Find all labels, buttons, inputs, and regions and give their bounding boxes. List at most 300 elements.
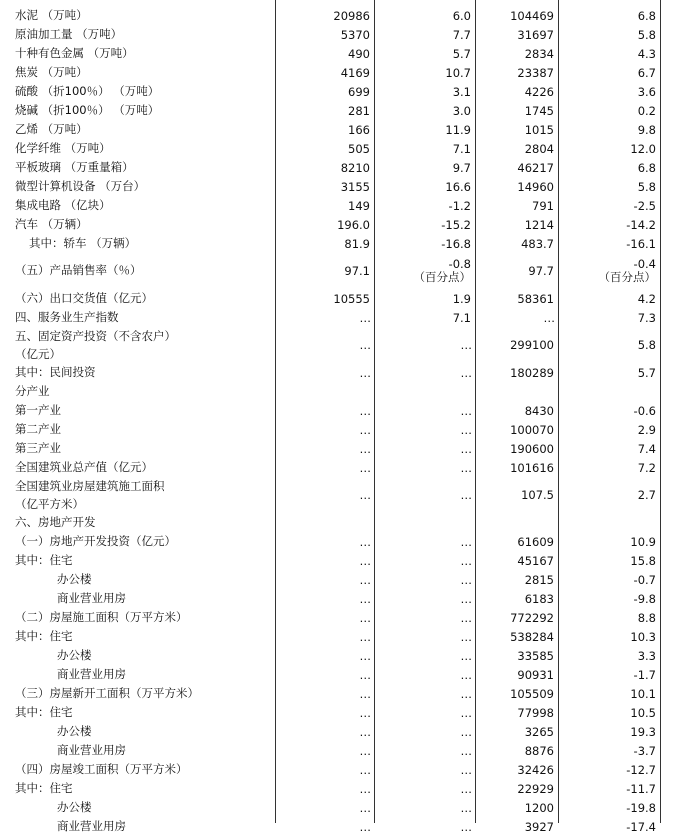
value-cumulative-cell	[476, 363, 558, 382]
value-current-cell	[276, 120, 374, 139]
table-row	[0, 101, 676, 120]
value-current-cell	[276, 684, 374, 703]
growth-cumulative-cell	[559, 627, 660, 646]
value-current-value: …	[359, 724, 370, 739]
growth-cumulative-cell	[559, 589, 660, 608]
value-current-cell	[276, 627, 374, 646]
growth-cumulative-value: -1.7	[633, 667, 656, 682]
growth-cumulative-cell	[559, 6, 660, 25]
growth-current-cell	[375, 477, 475, 513]
value-cumulative-cell	[476, 551, 558, 570]
row-label-text: （四）房屋竣工面积（万平方米）	[15, 762, 188, 776]
value-cumulative-cell	[476, 6, 558, 25]
row-label	[15, 120, 275, 139]
row-label	[15, 308, 275, 327]
growth-cumulative-cell	[559, 44, 660, 63]
value-current-cell	[276, 420, 374, 439]
table-row	[0, 741, 676, 760]
growth-current-cell	[375, 513, 475, 532]
growth-current-value: …	[460, 365, 471, 380]
value-current-value: …	[359, 648, 370, 663]
growth-current-value: 9.7	[452, 160, 471, 175]
row-label	[15, 101, 275, 120]
growth-current-value: -15.2	[441, 217, 471, 232]
value-current-value: …	[359, 310, 370, 325]
row-label	[15, 703, 275, 722]
growth-current-value: …	[460, 705, 471, 720]
growth-current-value: …	[460, 800, 471, 815]
growth-current-cell	[375, 401, 475, 420]
row-label-text: 第三产业	[15, 441, 61, 455]
row-label-text: 第一产业	[15, 403, 61, 417]
growth-current-value: -16.8	[441, 236, 471, 251]
value-current-cell	[276, 25, 374, 44]
table-row	[0, 177, 676, 196]
value-current-cell	[276, 401, 374, 420]
row-label-text: 烧碱 （折100％） （万吨）	[15, 103, 160, 117]
value-current-cell	[276, 760, 374, 779]
row-label	[15, 477, 275, 513]
growth-current-value: …	[460, 338, 471, 352]
row-label	[15, 551, 275, 570]
row-label-text: 分产业	[15, 384, 50, 398]
table-row	[0, 532, 676, 551]
value-cumulative-cell	[476, 477, 558, 513]
value-current-value: …	[359, 422, 370, 437]
growth-current-cell	[375, 703, 475, 722]
growth-cumulative-value: 0.2	[637, 103, 656, 118]
table-row	[0, 684, 676, 703]
row-label	[15, 82, 275, 101]
table-row	[0, 798, 676, 817]
value-cumulative-cell	[476, 289, 558, 308]
table-row	[0, 363, 676, 382]
growth-cumulative-cell	[559, 570, 660, 589]
row-label-text: 五、固定资产投资（不含农户）	[15, 329, 176, 343]
row-label-text: 办公楼	[57, 572, 92, 586]
growth-current-cell	[375, 570, 475, 589]
value-cumulative-value: 483.7	[521, 236, 554, 251]
growth-cumulative-cell	[559, 665, 660, 684]
growth-cumulative-value: 7.2	[637, 460, 656, 475]
value-cumulative-cell	[476, 684, 558, 703]
row-label	[15, 177, 275, 196]
table-row	[0, 63, 676, 82]
growth-cumulative-value: 6.8	[637, 160, 656, 175]
growth-current-cell	[375, 120, 475, 139]
table-row	[0, 215, 676, 234]
growth-cumulative-cell	[559, 477, 660, 513]
value-current-cell	[276, 532, 374, 551]
value-current-value: …	[359, 365, 370, 380]
growth-cumulative-value: 12.0	[630, 141, 656, 156]
row-label-text: （三）房屋新开工面积（万平方米）	[15, 686, 199, 700]
value-current-cell	[276, 44, 374, 63]
growth-current-cell	[375, 253, 475, 289]
growth-current-unit-note: （百分点）	[413, 270, 471, 284]
value-cumulative-cell	[476, 665, 558, 684]
value-cumulative-value: 45167	[517, 553, 554, 568]
row-label-text: 办公楼	[57, 800, 92, 814]
value-cumulative-cell	[476, 532, 558, 551]
value-cumulative-value: 2815	[524, 572, 554, 587]
value-cumulative-cell	[476, 760, 558, 779]
value-cumulative-cell	[476, 741, 558, 760]
growth-current-cell	[375, 289, 475, 308]
value-cumulative-value: 107.5	[521, 488, 554, 502]
row-label	[15, 63, 275, 82]
table-row	[0, 289, 676, 308]
value-current-value: 5370	[340, 27, 370, 42]
row-label	[15, 722, 275, 741]
table-row	[0, 44, 676, 63]
row-label-text: 汽车 （万辆）	[15, 217, 88, 231]
growth-cumulative-value: -16.1	[626, 236, 656, 251]
value-cumulative-cell	[476, 513, 558, 532]
growth-cumulative-cell	[559, 722, 660, 741]
growth-current-cell	[375, 234, 475, 253]
growth-cumulative-value: 7.4	[637, 441, 656, 456]
row-label-text: （六）出口交货值（亿元）	[15, 291, 153, 305]
value-cumulative-value: 2834	[524, 46, 554, 61]
table-row	[0, 817, 676, 836]
row-label	[15, 196, 275, 215]
value-cumulative-value: 58361	[517, 291, 554, 306]
growth-current-cell	[375, 382, 475, 401]
value-cumulative-value: 77998	[517, 705, 554, 720]
growth-cumulative-value: 6.8	[637, 8, 656, 23]
value-cumulative-value: 1015	[524, 122, 554, 137]
value-cumulative-cell	[476, 722, 558, 741]
growth-cumulative-cell	[559, 101, 660, 120]
growth-cumulative-value: 10.9	[630, 534, 656, 549]
growth-cumulative-cell	[559, 196, 660, 215]
table-row	[0, 608, 676, 627]
growth-current-value: …	[460, 553, 471, 568]
growth-current-cell	[375, 177, 475, 196]
value-cumulative-value: 538284	[510, 629, 554, 644]
growth-cumulative-value: 10.3	[630, 629, 656, 644]
growth-current-value: …	[460, 403, 471, 418]
row-label-text: 十种有色金属 （万吨）	[15, 46, 134, 60]
growth-cumulative-cell	[559, 684, 660, 703]
row-label-text: 其中：住宅	[15, 629, 73, 643]
growth-cumulative-value: -19.8	[626, 800, 656, 815]
row-label-text: 四、服务业生产指数	[15, 310, 119, 324]
value-current-cell	[276, 551, 374, 570]
value-current-value: …	[359, 819, 370, 834]
value-current-cell	[276, 215, 374, 234]
row-label	[15, 458, 275, 477]
value-cumulative-cell	[476, 703, 558, 722]
growth-current-value: -1.2	[448, 198, 471, 213]
value-current-cell	[276, 703, 374, 722]
growth-cumulative-value: -9.8	[633, 591, 656, 606]
value-current-cell	[276, 798, 374, 817]
value-current-value: 281	[348, 103, 370, 118]
growth-current-cell	[375, 420, 475, 439]
value-cumulative-value: 1200	[524, 800, 554, 815]
table-row	[0, 420, 676, 439]
row-label-text: （一）房地产开发投资（亿元）	[15, 534, 176, 548]
growth-cumulative-cell	[559, 401, 660, 420]
growth-current-cell	[375, 82, 475, 101]
value-current-value: …	[359, 686, 370, 701]
table-row	[0, 327, 676, 363]
value-current-cell	[276, 382, 374, 401]
table-row	[0, 779, 676, 798]
table-row	[0, 25, 676, 44]
value-current-value: 166	[348, 122, 370, 137]
table-row	[0, 477, 676, 513]
growth-current-cell	[375, 532, 475, 551]
value-cumulative-cell	[476, 420, 558, 439]
table-row	[0, 196, 676, 215]
growth-cumulative-cell	[559, 327, 660, 363]
value-current-cell	[276, 234, 374, 253]
value-current-value: …	[359, 610, 370, 625]
value-current-cell	[276, 817, 374, 836]
value-cumulative-value: 8876	[524, 743, 554, 758]
growth-cumulative-value: 9.8	[637, 122, 656, 137]
value-current-value: 10555	[333, 291, 370, 306]
table-row	[0, 458, 676, 477]
growth-cumulative-value: 7.3	[637, 310, 656, 325]
value-cumulative-value: 1745	[524, 103, 554, 118]
value-current-cell	[276, 589, 374, 608]
growth-cumulative-cell	[559, 551, 660, 570]
value-current-value: 490	[348, 46, 370, 61]
row-label-text: 其中：住宅	[15, 781, 73, 795]
value-cumulative-value: 14960	[517, 179, 554, 194]
table-row	[0, 646, 676, 665]
value-current-value: 3155	[340, 179, 370, 194]
growth-current-value: …	[460, 629, 471, 644]
row-label	[15, 760, 275, 779]
row-label-text: 办公楼	[57, 724, 92, 738]
value-cumulative-value: 791	[532, 198, 554, 213]
growth-current-cell	[375, 741, 475, 760]
row-label-text: 微型计算机设备 （万台）	[15, 179, 146, 193]
growth-cumulative-value: -3.7	[633, 743, 656, 758]
value-current-value: …	[359, 800, 370, 815]
growth-cumulative-value: 6.7	[637, 65, 656, 80]
value-cumulative-cell	[476, 779, 558, 798]
row-label-text: 其中：民间投资	[15, 365, 96, 379]
growth-cumulative-cell	[559, 63, 660, 82]
value-cumulative-value: …	[543, 310, 554, 325]
growth-cumulative-value: -17.4	[626, 819, 656, 834]
row-label	[15, 589, 275, 608]
value-cumulative-value: 22929	[517, 781, 554, 796]
row-label-text: 其中：轿车 （万辆）	[29, 236, 137, 250]
table-row	[0, 401, 676, 420]
row-label	[15, 158, 275, 177]
table-row	[0, 722, 676, 741]
value-cumulative-value: 97.7	[528, 264, 554, 278]
value-cumulative-cell	[476, 25, 558, 44]
growth-cumulative-cell	[559, 817, 660, 836]
value-current-value: …	[359, 403, 370, 418]
growth-cumulative-value: 15.8	[630, 553, 656, 568]
growth-current-cell	[375, 684, 475, 703]
value-cumulative-cell	[476, 139, 558, 158]
value-current-cell	[276, 139, 374, 158]
value-current-value: …	[359, 781, 370, 796]
growth-cumulative-value: 10.5	[630, 705, 656, 720]
row-label-text: 商业营业用房	[57, 591, 126, 605]
value-current-value: …	[359, 743, 370, 758]
value-current-cell	[276, 308, 374, 327]
table-row	[0, 158, 676, 177]
growth-current-value: 7.7	[452, 27, 471, 42]
value-cumulative-cell	[476, 101, 558, 120]
value-cumulative-cell	[476, 817, 558, 836]
row-label	[15, 363, 275, 382]
row-label	[15, 513, 275, 532]
growth-current-cell	[375, 215, 475, 234]
growth-cumulative-cell	[559, 439, 660, 458]
growth-cumulative-cell	[559, 703, 660, 722]
row-label	[15, 25, 275, 44]
growth-cumulative-value: 4.2	[637, 291, 656, 306]
value-cumulative-cell	[476, 253, 558, 289]
growth-cumulative-cell	[559, 420, 660, 439]
row-label	[15, 439, 275, 458]
growth-cumulative-value: 5.8	[637, 338, 656, 352]
growth-current-cell	[375, 196, 475, 215]
growth-cumulative-cell	[559, 382, 660, 401]
growth-current-value: …	[460, 686, 471, 701]
row-label-text-continued: （亿平方米）	[15, 497, 84, 511]
value-cumulative-value: 31697	[517, 27, 554, 42]
row-label	[15, 646, 275, 665]
value-cumulative-cell	[476, 158, 558, 177]
value-current-cell	[276, 665, 374, 684]
table-row	[0, 120, 676, 139]
row-label	[15, 289, 275, 308]
row-label-text: （五）产品销售率（％）	[15, 263, 142, 277]
value-cumulative-cell	[476, 458, 558, 477]
value-current-value: …	[359, 488, 370, 502]
value-cumulative-cell	[476, 439, 558, 458]
value-current-value: 8210	[340, 160, 370, 175]
growth-cumulative-cell	[559, 608, 660, 627]
row-label	[15, 779, 275, 798]
value-cumulative-cell	[476, 234, 558, 253]
value-current-value: 97.1	[344, 264, 370, 278]
row-label-text: （二）房屋施工面积（万平方米）	[15, 610, 188, 624]
value-current-value: …	[359, 629, 370, 644]
value-cumulative-value: 3927	[524, 819, 554, 834]
growth-current-cell	[375, 665, 475, 684]
row-label	[15, 420, 275, 439]
row-label	[15, 215, 275, 234]
growth-current-value: …	[460, 534, 471, 549]
value-current-cell	[276, 6, 374, 25]
growth-current-value: …	[460, 422, 471, 437]
table-row	[0, 234, 676, 253]
growth-cumulative-value: -0.4	[633, 257, 656, 271]
growth-current-cell	[375, 308, 475, 327]
value-current-cell	[276, 608, 374, 627]
value-cumulative-value: 90931	[517, 667, 554, 682]
growth-current-cell	[375, 25, 475, 44]
growth-current-cell	[375, 779, 475, 798]
value-current-cell	[276, 101, 374, 120]
growth-cumulative-value: 3.3	[637, 648, 656, 663]
value-cumulative-cell	[476, 215, 558, 234]
value-cumulative-value: 23387	[517, 65, 554, 80]
growth-cumulative-cell	[559, 760, 660, 779]
row-label	[15, 817, 275, 836]
growth-cumulative-cell	[559, 532, 660, 551]
value-current-value: …	[359, 667, 370, 682]
value-cumulative-cell	[476, 589, 558, 608]
growth-cumulative-value: -12.7	[626, 762, 656, 777]
value-cumulative-cell	[476, 627, 558, 646]
value-current-value: …	[359, 762, 370, 777]
value-current-value: …	[359, 553, 370, 568]
growth-current-cell	[375, 439, 475, 458]
growth-current-value: …	[460, 610, 471, 625]
row-label	[15, 139, 275, 158]
growth-current-cell	[375, 551, 475, 570]
value-current-value: …	[359, 591, 370, 606]
row-label-text: 平板玻璃 （万重量箱）	[15, 160, 134, 174]
growth-current-cell	[375, 363, 475, 382]
value-cumulative-value: 46217	[517, 160, 554, 175]
growth-cumulative-cell	[559, 308, 660, 327]
row-label-text: 商业营业用房	[57, 667, 126, 681]
growth-current-cell	[375, 101, 475, 120]
value-current-cell	[276, 177, 374, 196]
table-row	[0, 589, 676, 608]
row-label-text: 乙烯 （万吨）	[15, 122, 88, 136]
value-cumulative-cell	[476, 798, 558, 817]
value-cumulative-value: 101616	[510, 460, 554, 475]
growth-current-value: …	[460, 724, 471, 739]
value-current-cell	[276, 289, 374, 308]
row-label	[15, 665, 275, 684]
table-row	[0, 308, 676, 327]
growth-current-cell	[375, 722, 475, 741]
growth-current-value: …	[460, 572, 471, 587]
growth-current-value: …	[460, 648, 471, 663]
value-current-value: …	[359, 705, 370, 720]
row-label-text: 水泥 （万吨）	[15, 8, 88, 22]
row-label	[15, 6, 275, 25]
growth-current-cell	[375, 608, 475, 627]
value-current-cell	[276, 458, 374, 477]
growth-current-value: 3.1	[452, 84, 471, 99]
growth-cumulative-value: -2.5	[633, 198, 656, 213]
growth-current-value: 10.7	[445, 65, 471, 80]
value-cumulative-cell	[476, 608, 558, 627]
growth-cumulative-cell	[559, 513, 660, 532]
value-current-value: 196.0	[337, 217, 370, 232]
growth-cumulative-value: -11.7	[626, 781, 656, 796]
table-row	[0, 665, 676, 684]
growth-current-value: …	[460, 488, 471, 502]
growth-current-cell	[375, 627, 475, 646]
growth-current-value: 5.7	[452, 46, 471, 61]
growth-current-value: …	[460, 781, 471, 796]
value-current-cell	[276, 439, 374, 458]
growth-cumulative-value: -0.6	[633, 403, 656, 418]
value-current-value: 505	[348, 141, 370, 156]
growth-cumulative-cell	[559, 82, 660, 101]
